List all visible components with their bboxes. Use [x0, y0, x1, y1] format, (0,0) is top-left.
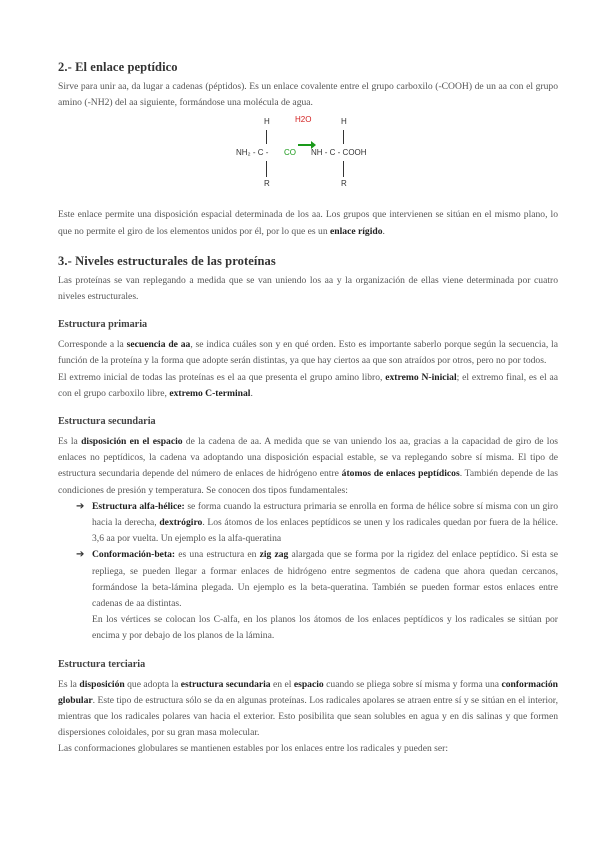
heading-estructura-terciaria: Estructura terciaria — [58, 658, 146, 670]
arrow-bullet-icon: ➔ — [76, 500, 85, 512]
diagram-bond-bottom-left — [266, 161, 267, 177]
diagram-co: CO — [284, 148, 296, 158]
beta-extra-paragraph: En los vértices se colocan los C-alfa, en los planos los átomos de los enlaces peptídicos y los radicales se sitúan por encima y por debajo de los planos de la lámina. — [92, 614, 558, 642]
diagram-h-right: H — [341, 117, 347, 127]
list-item-alfa-helice: ➔ Estructura alfa-hélice: se forma cuando la estructura primaria se enrolla en forma de hélice sobre sí misma con un giro hacia la derecha, dextrógiro. Los átomos de los enlaces peptídicos se unen y los radicales quedan por fuera de la hélice. 3,6 aa por vuelta. Un ejemplo es la alfa-queratina — [76, 500, 559, 545]
diagram-r-right: R — [341, 179, 347, 189]
arrow-bullet-icon: ➔ — [76, 549, 85, 561]
diagram-r-left: R — [264, 179, 270, 189]
diagram-nh-cooh: NH - C - COOH — [311, 148, 367, 158]
secundaria-paragraph-1: Es la disposición en el espacio de la cadena de aa. A medida que se van uniendo los aa, gracias a la capacidad de giro de los enlaces no peptídicos, la cadena va adoptando una disposición espacial estable, se va replegando sobre sí misma. El tipo de estructura secundaria depende del número de enlaces de hidrógeno entre átomos de enlaces peptídicos. También depende de las condiciones de presión y temperatura. Se conocen dos tipos fundamentales: — [58, 436, 558, 496]
enlace-peptidico-rigido: Este enlace permite una disposición espacial determinada de los aa. Los grupos que intervienen se sitúan en el mismo plano, lo que no permite el giro de los elementos unidos por él, por lo que es un enlace rígido. — [58, 209, 558, 237]
diagram-h-left: H — [264, 117, 270, 127]
diagram-h2o: H2O — [295, 115, 312, 125]
terciaria-paragraph-1: Es la disposición que adopta la estructura secundaria en el espacio cuando se pliega sobre sí misma y forma una conformación globular. Este tipo de estructura sólo se da en algunas proteínas. Los radicales apolares se atraen entre sí y se sitúan en el interior, mientras que los radicales polares van hacia el exterior. Esto posibilita que sean solubles en agua y en dis salinas y que formen dispersiones coloidales, por su gran masa molecular. — [58, 678, 558, 739]
enlace-rigido-term: enlace rígido — [330, 225, 383, 237]
section-title-niveles: 3.- Niveles estructurales de las proteínas — [58, 253, 276, 268]
terciaria-paragraph-2: Las conformaciones globulares se mantienen estables por los enlaces entre los radicales y pueden ser: — [58, 743, 449, 755]
heading-estructura-primaria: Estructura primaria — [58, 319, 148, 331]
niveles-intro: Las proteínas se van replegando a medida que se van uniendo los aa y la organización de ellas viene determinada por cuatro niveles estructurales. — [58, 274, 558, 303]
diagram-bond-top-right — [343, 130, 344, 144]
diagram-bond-top-left — [266, 130, 267, 144]
diagram-arrow-icon — [298, 144, 312, 146]
enlace-peptidico-intro: Sirve para unir aa, da lugar a cadenas (péptidos). Es un enlace covalente entre el grupo carboxilo (-COOH) de un aa con el grupo amino (-NH2) del aa siguiente, formándose una molécula de agua. — [58, 81, 558, 109]
list-item-conformacion-beta: ➔ Conformación-beta: es una estructura en zig zag alargada que se forma por la rigidez del enlace peptídico. Si esta se repliega, se pueden llegar a formar enlaces de hidrógeno entre segmentos de cadena que ahora quedan cercanos, formándose la beta-lámina plegada. Un ejemplo es la beta-queratina. También se pueden formar estos enlaces entre cadenas de aa distintas. — [76, 549, 558, 610]
diagram-nh2: NH₂ - C - — [236, 148, 269, 158]
peptide-bond-diagram — [58, 115, 558, 201]
heading-estructura-secundaria: Estructura secundaria — [58, 416, 156, 428]
diagram-bond-bottom-right — [343, 161, 344, 177]
section-title-enlace-peptidico: 2.- El enlace peptídico — [58, 60, 178, 74]
document-page — [58, 60, 558, 758]
primaria-paragraph-1: Corresponde a la secuencia de aa, se indica cuáles son y en qué orden. Esto es importante saberlo porque según la secuencia, la función de la proteína y la forma que adopte serán distintas, ya que hay ciertos aa que son atraídos por otros, pero no por todos. — [58, 339, 558, 367]
secundaria-types-list — [58, 499, 558, 612]
primaria-paragraph-2: El extremo inicial de todas las proteínas es el aa que presenta el grupo amino libro, extremo N-inicial; el extremo final, es el aa con el grupo carboxilo libre, extremo C-terminal. — [58, 371, 558, 399]
